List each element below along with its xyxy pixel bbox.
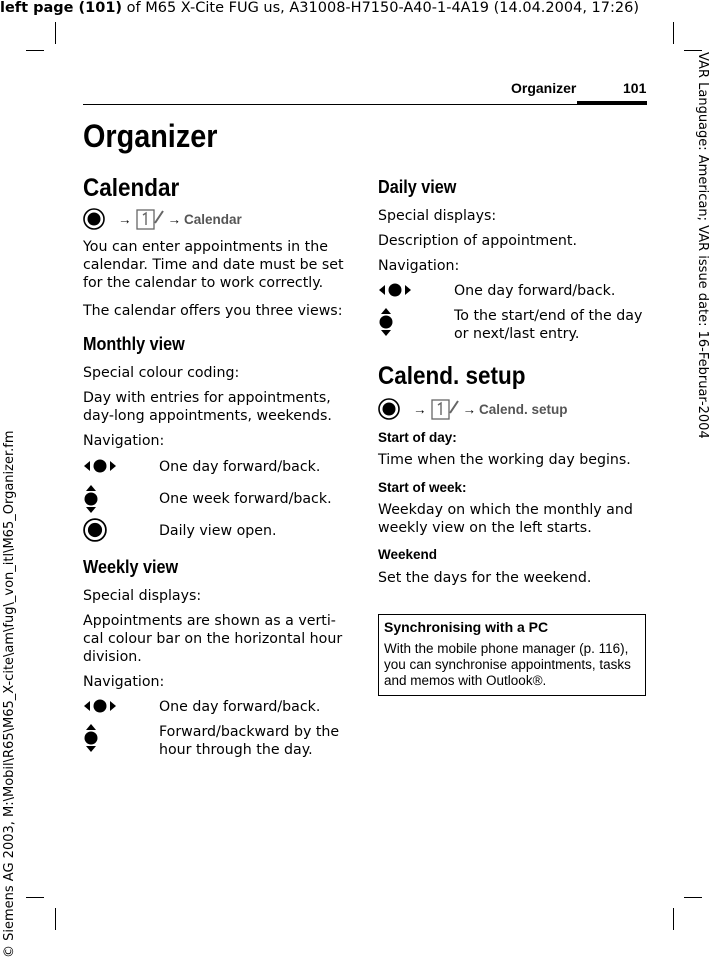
setup-menu-path [378,397,568,421]
nav-row [83,723,351,759]
nav-row-text: Daily view open. [159,523,277,539]
monthly-special-text: Day with entries for appointments, day-long appointments, weekends. [83,390,332,424]
start-of-day-label: Start of day: [378,430,457,445]
nav-row-text: To the start/end of the day or next/last entry. [454,308,643,342]
left-right-key-icon [378,282,412,298]
left-right-key-icon [83,458,117,474]
nav-row [83,490,351,518]
organizer-menu-icon [430,397,460,421]
header-page-bar [577,101,647,105]
sync-info-box [378,614,646,696]
daily-view-heading: Daily view [378,177,457,197]
calendar-setup-heading: Calend. setup [378,362,526,390]
arrow-icon: → [462,401,476,417]
up-down-key-icon [83,484,99,514]
weekly-nav-label: Navigation: [83,674,165,690]
arrow-icon: → [413,401,427,417]
calendar-heading: Calendar [83,174,180,202]
weekend-label: Weekend [378,547,438,562]
crop-mark [673,22,674,44]
arrow-icon: → [118,211,132,227]
print-info-line [0,0,639,16]
navigation-key-icon [378,398,400,420]
crop-mark [55,22,56,44]
header-rule [83,104,647,105]
weekly-view-heading: Weekly view [83,557,179,577]
left-right-key-icon [83,698,117,714]
weekly-special-text: Appointments are shown as a verti-cal colour bar on the horizontal hour division. [83,613,343,665]
running-header-section: Organizer [511,80,577,96]
print-file-info: of M65 X-Cite FUG us, A31008-H7150-A40-1-4A19 (14.04.2004, 17:26) [122,0,639,16]
copyright-path-info: © Siemens AG 2003, M:\Mobil\R65\M65_X-cite\am\fug\_von_itl\M65_Organizer.fm [2,430,17,958]
monthly-nav-label: Navigation: [83,433,165,449]
calendar-menu-path [83,207,242,231]
weekly-special-label: Special displays: [83,588,202,604]
nav-row [83,522,351,546]
crop-mark [26,50,44,51]
setup-path-target: Calend. setup [479,401,568,417]
navigation-key-icon [83,518,107,542]
page-title: Organizer [83,118,218,154]
nav-row [378,282,646,302]
calendar-views-intro: The calendar offers you three views: [83,303,343,319]
running-header-page: 101 [623,80,647,96]
nav-row-text: Forward/backward by the hour through the day. [159,724,340,758]
monthly-special-label: Special colour coding: [83,365,240,381]
weekend-text: Set the days for the weekend. [378,570,592,586]
daily-special-label: Special displays: [378,208,497,224]
start-of-week-label: Start of week: [378,480,467,495]
daily-nav-label: Navigation: [378,258,460,274]
start-of-day-text: Time when the working day begins. [378,452,631,468]
organizer-menu-icon [135,207,165,231]
up-down-key-icon [378,307,394,337]
sync-box-text: With the mobile phone manager (p. 116), you can synchronise appointments, tasks and memos with Outlook®. [384,641,631,688]
up-down-key-icon [83,723,99,753]
calendar-path-target: Calendar [184,211,242,227]
navigation-key-icon [83,208,105,230]
crop-mark [673,908,674,930]
calendar-intro: You can enter appointments in the calendar. Time and date must be set for the calendar to work correctly. [83,239,344,291]
print-page-ref: left page (101) [0,0,123,16]
crop-mark [26,897,44,898]
nav-row-text: One day forward/back. [159,459,321,475]
nav-row [83,458,351,478]
crop-mark [684,50,702,51]
monthly-view-heading: Monthly view [83,334,185,354]
nav-row-text: One day forward/back. [159,699,321,715]
nav-row [83,698,351,718]
arrow-icon: → [167,211,181,227]
nav-row-text: One week forward/back. [159,491,332,507]
crop-mark [684,897,702,898]
var-language-info: VAR Language: American; VAR issue date: 16-Februar-2004 [695,52,710,439]
nav-row-text: One day forward/back. [454,283,616,299]
crop-mark [55,908,56,930]
sync-box-title: Synchronising with a PC [384,619,549,635]
daily-special-text: Description of appointment. [378,233,577,249]
nav-row [378,307,646,343]
start-of-week-text: Weekday on which the monthly and weekly view on the left starts. [378,502,633,536]
